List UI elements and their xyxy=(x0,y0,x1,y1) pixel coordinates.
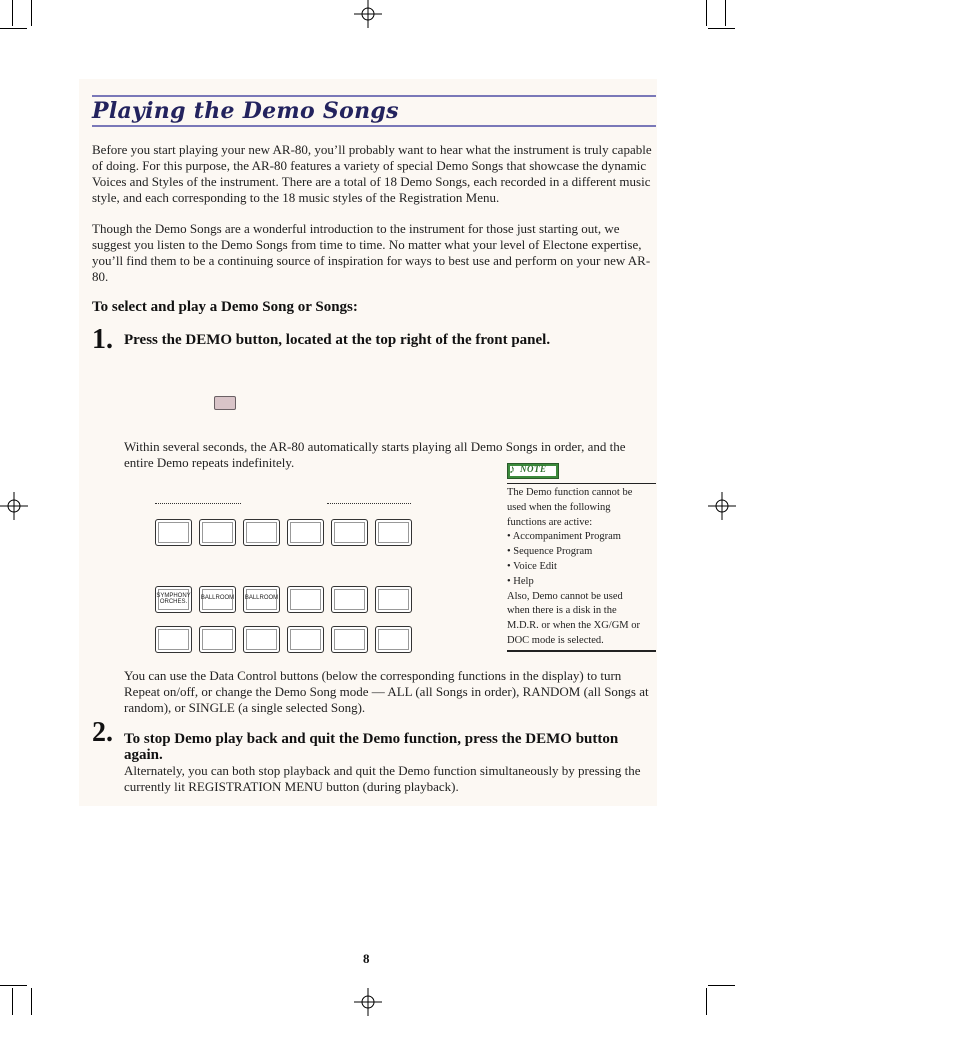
display-dotted-line xyxy=(327,503,411,504)
note-badge xyxy=(507,463,559,479)
title-rule-bottom xyxy=(92,125,656,127)
note-line: • Help xyxy=(507,575,534,587)
note-rule-bottom xyxy=(507,650,656,652)
note-line: used when the following xyxy=(507,501,611,513)
note-label: NOTE xyxy=(520,464,547,474)
panel-button xyxy=(155,626,192,653)
crop-mark xyxy=(12,0,13,26)
crop-mark xyxy=(706,0,707,26)
note-line: • Accompaniment Program xyxy=(507,531,621,543)
panel-button xyxy=(331,586,368,613)
panel-button xyxy=(287,586,324,613)
display-dotted-line xyxy=(155,503,241,504)
panel-button xyxy=(155,519,192,546)
demo-button xyxy=(214,396,236,410)
panel-button xyxy=(199,519,236,546)
panel-button-symphony xyxy=(155,586,192,613)
music-note-icon: ♪ xyxy=(509,462,515,476)
page-title: Playing the Demo Songs xyxy=(92,98,399,124)
step-number: 2. xyxy=(92,717,113,748)
registration-mark-icon xyxy=(354,0,382,28)
panel-button xyxy=(375,626,412,653)
data-control-paragraph: You can use the Data Control buttons (below the corresponding functions in the display) to turn Repeat on/off, or change the Demo Song mode — ALL (all Songs in order), RANDOM (all Songs at random), or SINGLE (a single selected Song). xyxy=(124,668,649,715)
title-rule-top xyxy=(92,95,656,97)
panel-button-ballroom xyxy=(199,586,236,613)
note-text xyxy=(507,486,655,649)
step-instruction: Press the DEMO button, located at the top right of the front panel. xyxy=(124,332,551,348)
registration-mark-icon xyxy=(354,988,382,1016)
note-line: • Sequence Program xyxy=(507,546,593,558)
panel-button xyxy=(243,519,280,546)
panel-button xyxy=(375,519,412,546)
panel-button xyxy=(287,519,324,546)
note-line: DOC mode is selected. xyxy=(507,634,604,646)
crop-mark xyxy=(0,28,27,29)
crop-mark xyxy=(31,988,32,1015)
panel-button-label: SYMPHONY ORCHES. xyxy=(156,593,191,605)
crop-mark xyxy=(0,985,27,986)
note-line: • Voice Edit xyxy=(507,560,557,572)
crop-mark xyxy=(708,985,735,986)
note-line: The Demo function cannot be xyxy=(507,487,633,498)
page-number: 8 xyxy=(363,951,370,966)
intro-paragraph: Though the Demo Songs are a wonderful introduction to the instrument for those just starting out, we suggest you listen to the Demo Songs from time to time. No matter what your level of Electone expertise, you’ll find them to be a continuing source of inspiration for ways to best use and perform on your new AR-80. xyxy=(92,221,651,284)
crop-mark xyxy=(706,988,707,1015)
step-description: Alternately, you can both stop playback and quit the Demo function simultaneously by pressing the currently lit REGISTRATION MENU button (during playback). xyxy=(124,763,641,794)
crop-mark xyxy=(12,988,13,1015)
panel-button-label: BALLROOM xyxy=(244,595,279,601)
note-line: M.D.R. or when the XG/GM or xyxy=(507,620,640,632)
panel-button xyxy=(331,519,368,546)
note-line: when there is a disk in the xyxy=(507,605,617,617)
note-line: Also, Demo cannot be used xyxy=(507,590,623,602)
step-description: Within several seconds, the AR-80 automatically starts playing all Demo Songs in order, and the entire Demo repeats indefinitely. xyxy=(124,439,626,470)
crop-mark xyxy=(708,28,735,29)
crop-mark xyxy=(31,0,32,26)
section-subheading: To select and play a Demo Song or Songs: xyxy=(92,299,358,315)
step-number: 1. xyxy=(92,324,113,355)
registration-mark-icon xyxy=(708,492,736,520)
panel-button xyxy=(375,586,412,613)
panel-button xyxy=(243,626,280,653)
crop-mark xyxy=(725,0,726,26)
panel-button xyxy=(287,626,324,653)
intro-paragraph: Before you start playing your new AR-80, you’ll probably want to hear what the instrument is truly capable of doing. For this purpose, the AR-80 features a variety of special Demo Songs that showcase the dynamic Voices and Styles of the instrument. There are a total of 18 Demo Songs, each recorded in a different music style, and each corresponding to the 18 music styles of the Registration Menu. xyxy=(92,142,652,205)
note-line: functions are active: xyxy=(507,516,593,528)
step-instruction: To stop Demo play back and quit the Demo function, press the DEMO button again. xyxy=(124,731,619,763)
note-rule-top xyxy=(507,483,656,484)
panel-button-label: BALLROOM xyxy=(200,595,235,601)
registration-mark-icon xyxy=(0,492,28,520)
panel-button-ballroom xyxy=(243,586,280,613)
panel-button xyxy=(331,626,368,653)
panel-button xyxy=(199,626,236,653)
